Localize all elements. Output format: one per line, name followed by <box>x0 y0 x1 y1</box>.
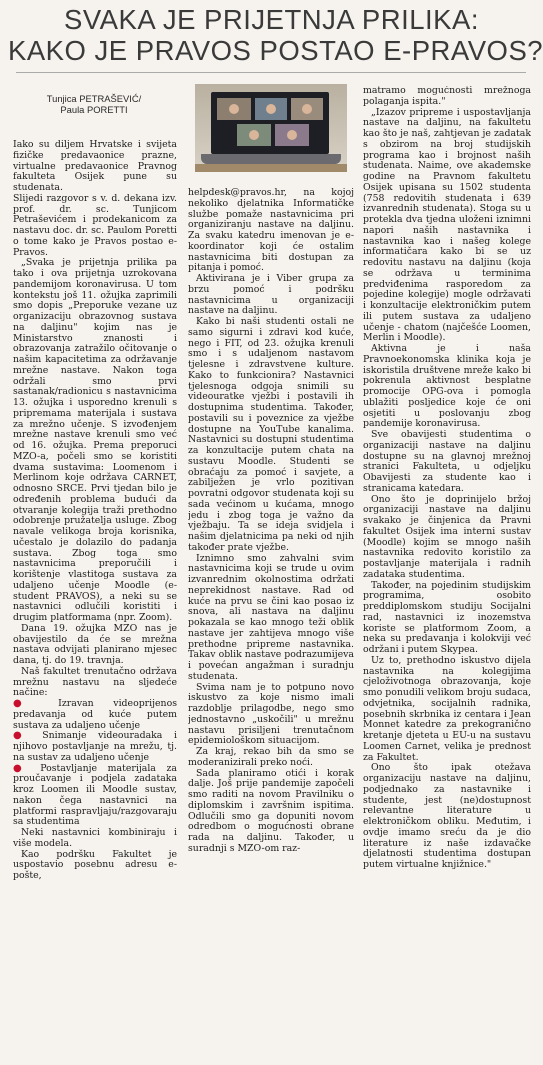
list-item <box>13 731 177 763</box>
paragraph: matramo mogućnosti mrežnoga polaganja ispita." <box>363 86 531 107</box>
paragraph: Iznimno smo zahvalni svim nastavnicima koji se trude u ovim izvanrednim okolnostima održati neprekidnost nastave. Rad od kuće na prvu se čini kao posao iz snova, ali nastava na daljinu pokazala se kao mnogo teži oblik nastave jer zahtijeva mnogo više prethodne pripreme nastavnika. Takav oblik nastave podrazumijeva i povećan angažman i suradnju studenata. <box>188 552 354 682</box>
byline <box>14 93 174 115</box>
list-item-text: Postavljanje materijala za proučavanje i podjela zadataka kroz Loomen ili Moodle sustav, nakon čega nastavnici na platformi raspravljaju/razgovaraju sa studentima <box>13 762 177 828</box>
paragraph: Za kraj, rekao bih da smo se moderanizirali preko noći. <box>188 746 354 768</box>
paragraph: Sada planiramo otići i korak dalje. Još prije pandemije započeli smo raditi na novom Pravilniku o diplomskim i završnim ispitima. Odlučili smo ga dopuniti novom odredbom o mogućnosti obrane rada na daljinu. Također, u suradnji s MZO-om raz- <box>188 767 354 854</box>
headline-divider <box>16 72 526 73</box>
byline-author-2: Paula PORETTI <box>60 104 128 115</box>
paragraph: Sve obavijesti studentima o organizaciji nastave na daljinu dostupne su na glavnoj mrežnoj stranici Fakulteta, u odjeljku Obavijesti za studente kao i stranicama katedara. <box>363 429 531 494</box>
list-item <box>13 764 177 829</box>
bullet-icon: ● <box>13 730 43 742</box>
paragraph: Neki nastavnici kombiniraju i više modela. <box>13 827 177 849</box>
article-column-3 <box>363 86 531 1060</box>
paragraph: Naš fakultet trenutačno održava mrežnu nastavu na sljedeće načine: <box>13 665 177 699</box>
paragraph: helpdesk@pravos.hr, na kojoj nekoliko djelatnika Informatičke službe pomaže nastavnicima pri organiziranju nastave na daljinu. Za svaku katedru imenovan je e-koordinator koji će ostalim nastavnicima biti dostupan za pitanja i pomoć. <box>188 188 354 274</box>
paragraph: Kao podršku Fakultet je uspostavio posebnu adresu e-pošte, <box>13 848 177 881</box>
paragraph: Ono što ipak otežava organizaciju nastave na daljinu, podjednako za nastavnike i studente, jest (ne)dostupnost relevantne literature u elektroničkom obliku. Međutim, i ovdje imamo sreću da je dio literature iz naše izdavačke djelatnosti studentima dostupan putem virtualne knjižnice." <box>363 762 531 870</box>
intro-paragraph: Iako su diljem Hrvatske i svijeta fizičke predavaonice prazne, virtualne predavaonice Pravnog fakulteta Osijek pune su studenata. <box>13 140 177 193</box>
paragraph: Također, na pojedinim studijskim programima, osobito preddiplomskom studiju Socijalni rad, nastavnici iz inozemstva koriste se platformom Zoom, a neka su predavanja i kolokviji već održani i putem Skypea. <box>363 579 531 655</box>
paragraph: Slijedi razgovor s v. d. dekana izv. prof. dr. sc. Tunjicom Petraševićem i prodekanicom za nastavu doc. dr. sc. Paulom Poretti o tome kako je Pravos postao e-Pravos. <box>13 192 177 258</box>
headline-line-1: SVAKA JE PRIJETNJA PRILIKA: <box>64 4 479 35</box>
paragraph: Uz to, prethodno iskustvo dijela nastavnika na kolegijima cjeloživotnoga obrazovanja, koje smo ponudili velikom broju sudaca, odvjetnika, socijalnih radnika, posebnih skrbnika iz centara i Jean Monnet katedre za prekogranično kretanje djeteta u EU-u na sustavu Loomen Carnet, velika je prednost za Fakultet. <box>363 654 531 763</box>
bullet-icon: ● <box>13 762 41 774</box>
paragraph: Aktivirana je i Viber grupa za brzu pomoć i podršku nastavnicima u organizaciji nastave na daljinu. <box>188 273 354 317</box>
byline-author-1: Tunjica PETRAŠEVIĆ/ <box>46 93 142 104</box>
laptop-video-call-photo <box>195 84 347 172</box>
article-headline <box>8 4 543 66</box>
headline-line-2: KAKO JE PRAVOS POSTAO E-PRAVOS? <box>8 35 543 66</box>
paragraph: Aktivna je i naša Pravnoekonomska klinika koja je iskoristila društvene mreže kako bi pokrenula aktivnost besplatne promocije OPG-ova i pomogla ublažiti posljedice koje će oni osjetiti u poslovanju zbog pandemije koronavirusa. <box>363 343 531 430</box>
bullet-icon: ● <box>13 698 59 709</box>
list-item <box>13 699 177 731</box>
paragraph: Svima nam je to potpuno novo iskustvo za koje nismo imali razdoblje prilagodbe, nego smo jednostavno „uskočili" u mrežnu nastavu prisiljeni trenutačnom epidemiološkom situacijom. <box>188 681 354 747</box>
article-column-1 <box>13 140 177 1060</box>
paragraph: Kako bi naši studenti ostali ne samo sigurni i zdravi kod kuće, nego i FIT, od 23. ožujka krenuli smo i s udaljenom nastavom tjelesne i zdravstvene kulture. Kako to funkcionira? Nastavnici tjelesnoga odgoja snimili su videouratke vježbi i postavili ih dostupnima studentima. Također, postavili su i poveznice za vježbe dostupne na YouTube kanalima. Nastavnici su dostupni studentima za konzultacije putem chata na sustavu Moodle. Studenti se obraćaju za pomoć i savjete, a zabilježen je vrlo pozitivan povratni odgovor studenata koji su sada većinom u kućama, mnogo jedu i zbog toga je važno da vježbaju. Ta se ideja svidjela i našim djelatnicima pa neki od njih također prate vježbe. <box>188 316 354 553</box>
list-item-text: Izravan videoprijenos predavanja od kuće putem sustava za udaljeno učenje <box>13 698 177 731</box>
paragraph: „Svaka je prijetnja prilika pa tako i ova prijetnja uzrokovana pandemijom koronavirusa. U tom kontekstu još 11. ožujka zaprimili smo dopis „Preporuke vezane uz organizaciju obrazovnog sustava na daljinu" kojim nas je Ministarstvo znanosti i obrazovanja zatražilo očitovanje o našim kapacitetima za održavanje mrežne nastave. Nakon toga održali smo prvi sastanak/radionicu s nastavnicima 13. ožujka i usporedno krenuli s pripremama materijala i sustava za mrežno učenje. S izvođenjem mrežne nastave krenuli smo već od 16. ožujka. Prema preporuci MZO-a, počeli smo se koristiti dvama sustavima: Loomenom i Merlinom koje održava CARNET, odnosno SRCE. Prvi tjedan bilo je određenih problema budući da otvaranje kolegija traži prethodno odobrenje pružatelja usluge. Zbog navale velikoga broja korisnika, učestalo je dolazilo do padanja sustava. Zbog toga smo nastavnicima preporučili i korištenje vlastitoga sustava za udaljeno učenje Moodle (e-student PRAVOS), a neki su se nastavnici odlučili koristiti i drugim platformama (npr. Zoom). <box>13 257 177 623</box>
paragraph: Ono što je doprinijelo bržoj organizaciji nastave na daljinu svakako je činjenica da Pravni fakultet Osijek ima interni sustav (Moodle) kojim se mnogo naših nastavnika redovito koristilo za postavljanje materijala i radnih zadataka studentima. <box>363 493 531 580</box>
article-column-2 <box>188 188 354 1060</box>
paragraph: „Izazov pripreme i uspostavljanja nastave na daljinu, na fakultetu kao što je naš, zahtjevan je zadatak s obzirom na broj studijskih programa kao i brojnost naših studenata. Naime, ove akademske godine na Pravnom fakultetu Osijek upisana su 1502 studenta (758 redovitih studenata i 639 izvanrednih studenata). Stoga su u protekla dva tjedna uloženi iznimni napori naših nastavnika i nastavnika kao i našeg kolege informatičara kako bi se uz redovitu nastavu na daljinu (koja se održava u terminima predviđenima rasporedom za pojedine kolegije) mogle održavati i konzultacije elektroničkim putem ili putem sustava za udaljeno učenje - chatom (najčešće Loomen, Merlin i Moodle). <box>363 106 531 344</box>
laptop-icon <box>211 92 329 154</box>
paragraph: Dana 19. ožujka MZO nas je obavijestilo da će se mrežna nastava odvijati planirano mjesec dana, tj. do 19. travnja. <box>13 622 177 666</box>
list-item-text: Snimanje videouradaka i njihovo postavljanje na mrežu, tj. na sustav za udaljeno učenje <box>13 730 177 763</box>
